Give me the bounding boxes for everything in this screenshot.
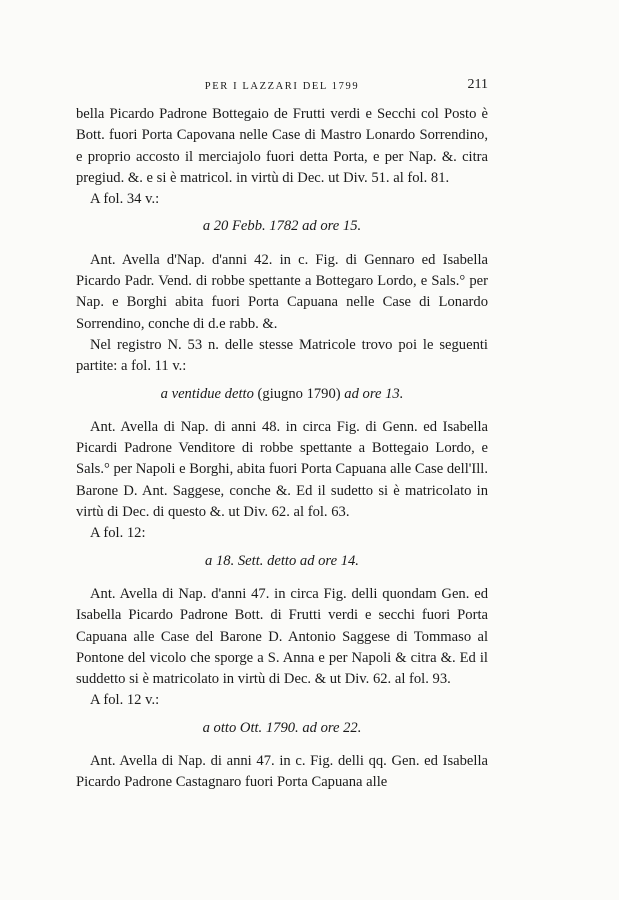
running-title: PER I LAZZARI DEL 1799 [204,81,360,92]
heading-part: ad ore 13. [344,385,404,402]
matricola-entry: Ant. Avella di Nap. di anni 48. in circa Fig. di Genn. ed Isabella Picardi Padrone Venditore di robbe spettante a Bottegaio Lordo, e Sals.° per Napoli e Borghi, abita fuori Porta Capuana alle Case dell'Ill. Barone D. Ant. Saggese, conche &. Ed il sudetto si è matricolato in virtù di Dec. di questo &. ut Div. 62. al fol. 63. [76,418,488,521]
folio-reference: A fol. 34 v.: [90,191,160,208]
page-number: 211 [467,77,488,92]
entry-date-heading: a 20 Febb. 1782 ad ore 15. [202,218,362,235]
folio-reference: A fol. 12: [90,525,146,542]
folio-reference: A fol. 12 v.: [90,692,160,709]
heading-parenthetical: (giugno 1790) [257,385,341,402]
matricola-entry: Ant. Avella di Nap. di anni 47. in c. Fig. delli qq. Gen. ed Isabella Picardo Padrone Castagnaro fuori Porta Capuana alle [76,753,488,791]
paragraph-continuation: bella Picardo Padrone Bottegaio de Frutti verdi e Secchi col Posto è Bott. fuori Porta Capovana nelle Case di Mastro Lonardo Sorrendino, e proprio accosto il merciajolo fuori detta Porta, e per Nap. &. citra pregiud. &. e si è matricol. in virtù di Dec. ut Div. 51. al fol. 81. [76,106,488,186]
matricola-entry: Ant. Avella di Nap. d'anni 47. in circa Fig. delli quondam Gen. ed Isabella Picardo Padrone Bott. di Frutti verdi e secchi fuori Porta Capuana alle Case del Barone D. Antonio Saggese di Tommaso al Pontone del vicolo che sporge a S. Anna e per Napoli & citra &. Ed il suddetto si è matricolato in virtù di Dec. & ut Div. 62. al fol. 93. [76,585,488,688]
register-paragraph: Nel registro N. 53 n. delle stesse Matricole trovo poi le seguenti partite: a fol. 11 v.: [76,336,488,375]
text-block [76,104,488,794]
running-head [76,77,488,97]
entry-date-heading: a 18. Sett. detto ad ore 14. [205,552,359,569]
entry-date-heading: a otto Ott. 1790. ad ore 22. [202,719,362,736]
heading-part: a ventidue detto [160,385,254,402]
entry-date-heading [76,384,488,405]
matricola-entry: Ant. Avella d'Nap. d'anni 42. in c. Fig. di Gennaro ed Isabella Picardo Padr. Vend. di robbe spettante a Bottegaro Lordo, e Sals.° per Nap. e Borghi abita fuori Porta Capuana nelle Case di Lonardo Sorrendino, conche di d.e rabb. &. [76,251,488,332]
